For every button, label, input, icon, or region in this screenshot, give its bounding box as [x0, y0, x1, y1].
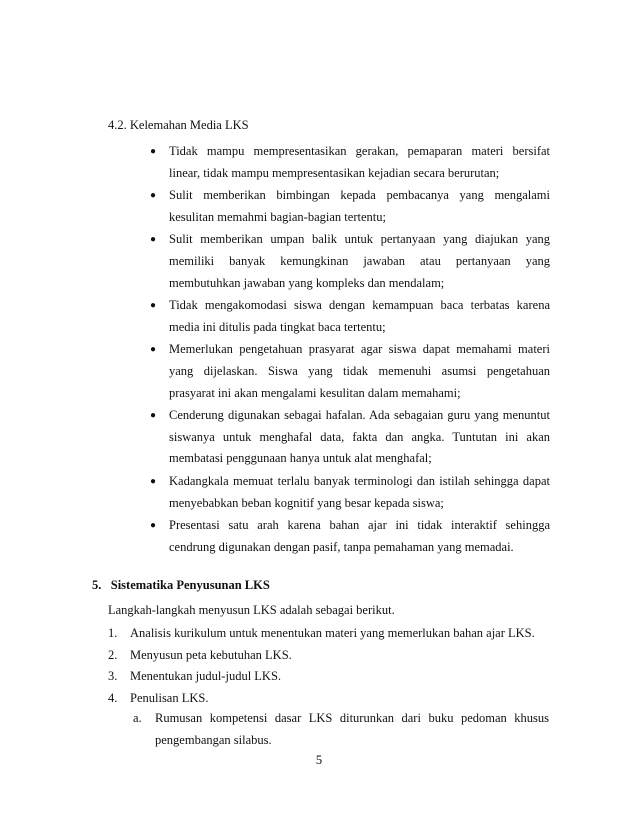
list-item-line: Cenderung digunakan sebagai hafalan. Ada sebagaian guru yang menuntut — [169, 408, 550, 423]
list-item-line: Tidak mampu mempresentasikan gerakan, pemaparan materi bersifat — [169, 144, 550, 158]
list-item-line: media ini ditulis pada tingkat baca tertentu; — [169, 319, 386, 334]
list-item-line: kesulitan memahmi bagian-bagian tertentu; — [169, 209, 386, 224]
list-item-line: Tidak mengakomodasi siswa dengan kemampuan baca terbatas karena — [169, 298, 550, 313]
list-item-line: menyebabkan beban kognitif yang besar kepada siswa; — [169, 495, 444, 510]
bullet-icon: ● — [150, 344, 157, 356]
step-number: 4. — [108, 690, 118, 705]
list-item — [150, 471, 550, 514]
list-item-line: prasyarat ini akan mengalami kesulitan dalam memahami; — [169, 385, 461, 400]
list-item — [108, 623, 558, 645]
list-item-line: membutuhkan jawaban yang kompleks dan mendalam; — [169, 275, 445, 290]
substep-line: Rumusan kompetensi dasar LKS diturunkan dari buku pedoman khusus — [155, 711, 549, 725]
step-text: Analisis kurikulum untuk menentukan materi yang memerlukan bahan ajar LKS. — [130, 626, 535, 640]
step-text: Penulisan LKS. — [130, 690, 209, 705]
list-item-line: siswanya untuk menghafal data, fakta dan angka. Tuntutan ini akan — [169, 429, 550, 444]
step-number: 1. — [108, 626, 118, 640]
list-item-line: Presentasi satu arah karena bahan ajar ini tidak interaktif sehingga — [169, 518, 550, 533]
list-item — [108, 645, 558, 667]
substep-a — [133, 708, 549, 751]
bullet-icon: ● — [150, 410, 157, 422]
bullet-icon: ● — [150, 520, 157, 532]
section-heading — [92, 578, 270, 593]
step-text: Menyusun peta kebutuhan LKS. — [130, 647, 292, 662]
page-number: 5 — [315, 753, 323, 767]
list-item — [150, 229, 550, 294]
list-item — [150, 185, 550, 228]
section-title: Sistematika Penyusunan LKS — [110, 578, 270, 592]
list-item — [150, 141, 550, 184]
step-number: 2. — [108, 647, 118, 662]
list-item-line: Memerlukan pengetahuan prasyarat agar siswa dapat memahami materi — [169, 342, 550, 357]
list-item-line: Sulit memberikan umpan balik untuk pertanyaan yang diajukan yang — [169, 232, 550, 247]
list-item — [150, 339, 550, 404]
list-item — [150, 295, 550, 338]
bullet-icon: ● — [150, 475, 157, 487]
list-item-line: cendrung digunakan dengan pasif, tanpa pemahaman yang memadai. — [169, 539, 514, 554]
list-item — [150, 405, 550, 470]
section-intro: Langkah-langkah menyusun LKS adalah sebagai berikut. — [108, 603, 395, 617]
list-item-line: memiliki banyak kemungkinan jawaban atau pertanyaan yang — [169, 253, 550, 268]
bullet-icon: ● — [150, 234, 157, 246]
list-item-line: Sulit memberikan bimbingan kepada pembacanya yang mengalami — [169, 188, 550, 203]
list-item-line: linear, tidak mampu mempresentasikan kejadian secara berurutan; — [169, 165, 500, 180]
section-number: 5. — [92, 578, 102, 592]
bullet-icon: ● — [150, 190, 157, 202]
list-item — [108, 666, 558, 688]
list-item-line: membatasi penggunaan hanya untuk alat menghafal; — [169, 451, 432, 466]
list-item-line: Kadangkala memuat terlalu banyak terminologi dan istilah sehingga dapat — [169, 473, 550, 488]
list-item-line: yang dijelaskan. Siswa yang tidak memenuhi asumsi pengetahuan — [169, 363, 550, 378]
steps-list — [108, 623, 558, 709]
step-number: 3. — [108, 669, 118, 683]
bullet-icon: ● — [150, 146, 157, 157]
list-item — [150, 515, 550, 558]
substep-label: a. — [133, 711, 142, 725]
step-text: Menentukan judul-judul LKS. — [130, 669, 282, 683]
list-item — [108, 688, 558, 710]
weakness-list — [150, 141, 550, 559]
substep-line: pengembangan silabus. — [155, 732, 272, 747]
subheading-kelemahan: 4.2. Kelemahan Media LKS — [108, 118, 249, 132]
bullet-icon: ● — [150, 300, 157, 312]
